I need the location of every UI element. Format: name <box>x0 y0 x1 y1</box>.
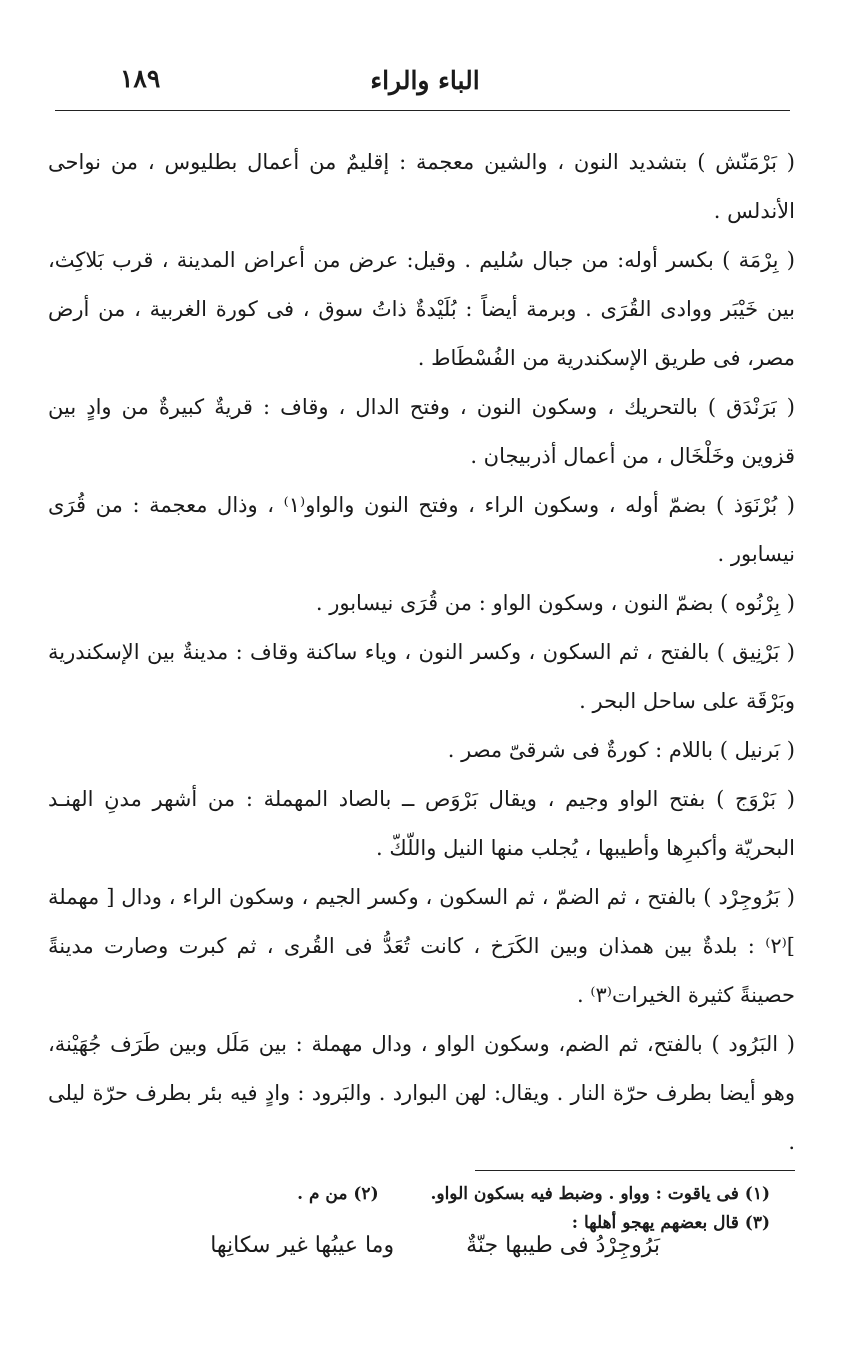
footnote-3: (٣) قال بعضهم يهجو أهلها : <box>571 1213 770 1233</box>
entry-barniq: ( بَرْنِيق ) بالفتح ، ثم السكون ، وكسر النون ، وياء ساكنة وقاف : مدينةٌ بين الإسكندرية وبَرْقَة على ساحل البحر . <box>48 640 795 713</box>
entry-birma: ( بِرْمَة ) بكسر أوله: من جبال سُليم . وقيل: عرض من أعراض المدينة ، قرب بَلاكِث، بين خَيْبَر ووادى القُرَى . وبرمة أيضاً : بُلَيْدةٌ ذاتُ سوق ، فى كورة الغربية ، من أرض مصر، فى طريق الإسكندرية من الفُسْطَاط . <box>48 248 795 370</box>
verse-second-hemistich: وما عيبُها غير سكانِها <box>210 1233 395 1258</box>
footnote-1: (١) فى ياقوت : وواو . وضبط فيه بسكون الواو. <box>430 1184 770 1204</box>
entry-birnuh: ( بِرْنُوه ) بضمّ النون ، وسكون الواو : من قُرَى نيسابور . <box>315 591 795 615</box>
page-number: ١٨٩ <box>120 64 161 93</box>
entry-barnil: ( بَرنيل ) باللام : كورةٌ فى شرقىّ مصر . <box>447 738 795 762</box>
entry-burnawadh: ( بُرْنَوَذ ) بضمّ أوله ، وسكون الراء ، وفتح النون والواو⁽١⁾ ، وذال معجمة : من قُرَى نيسابور . <box>48 493 795 566</box>
running-header <box>80 62 770 102</box>
footnote-2: (٢) من م . <box>297 1184 379 1204</box>
footnote-row <box>80 1180 770 1209</box>
verse-line <box>180 1226 660 1266</box>
entry-barandaq: ( بَرَنْدَق ) بالتحريك ، وسكون النون ، وفتح الدال ، وقاف : قريةٌ كبيرةٌ من وادٍ بين قزوين وخَلْخَال ، من أعمال أذربيجان . <box>48 395 795 468</box>
entry-barwaj: ( بَرْوَج ) بفتح الواو وجيم ، ويقال بَرْوَص ــ بالصاد المهملة : من أشهر مدنِ الهنـد البحريّة وأكبرِها وأطيبها ، يُجلب منها النيل واللّكّ . <box>48 787 795 860</box>
header-rule <box>55 110 790 111</box>
entry-barujird: ( بَرُوجِرْد ) بالفتح ، ثم الضمّ ، ثم السكون ، وكسر الجيم ، وسكون الراء ، ودال [ مهملة ]⁽٢⁾ : بلدةٌ بين همذان وبين الكَرَخ ، كانت تُعَدُّ فى القُرى ، ثم كبرت وصارت مدينةً حصينةً كثيرة الخيرات⁽٣⁾ . <box>48 885 795 1007</box>
entry-barmannash: ( بَرْمَنّش ) بتشديد النون ، والشين معجمة : إقليمٌ من أعمال بطليوس ، من نواحى الأندلس . <box>48 150 795 223</box>
entry-albarud: ( البَرُود ) بالفتح، ثم الضم، وسكون الواو ، ودال مهملة : بين مَلَل وبين طَرَف جُهَيْنة، وهو أيضا بطرف حرّة النار . ويقال: لهن البوارد . والبَرود : وادٍ فيه بئر بطرف حرّة ليلى . <box>48 1032 795 1154</box>
verse-first-hemistich: بَرُوجِرْدُ فى طيبها جنّةٌ <box>466 1233 660 1258</box>
footnote-rule <box>475 1170 795 1171</box>
main-text <box>48 138 795 1167</box>
header-title: الباء والراء <box>370 66 480 95</box>
